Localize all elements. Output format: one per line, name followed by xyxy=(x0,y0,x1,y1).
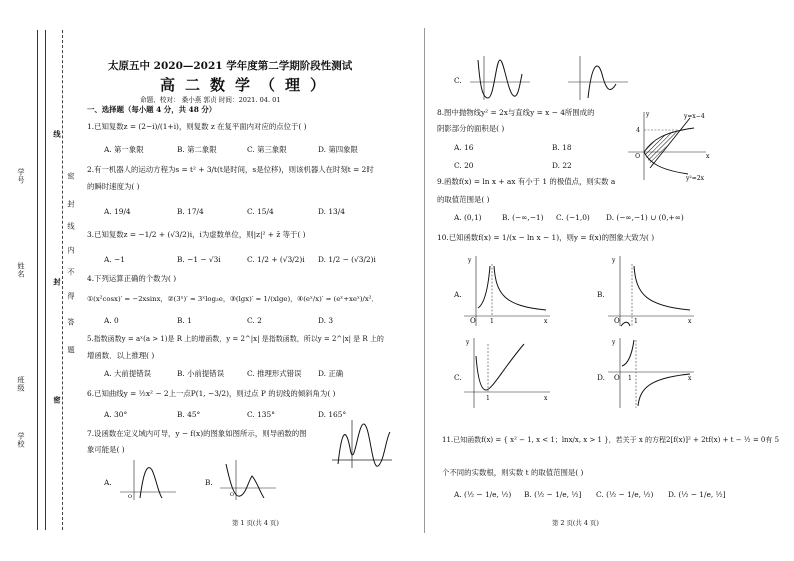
q8-y-label: y xyxy=(646,111,650,118)
q7-option-d-graph xyxy=(566,54,630,100)
q8-option-a: A. 16 xyxy=(454,143,474,152)
exam-subtitle: 高二数学（理） xyxy=(160,76,336,94)
q6-option-d: D. 165° xyxy=(318,410,347,419)
seal-word: 题 xyxy=(67,346,76,355)
q11-stem-line1: 11.已知函数f(x) = { x² − 1, x < 1；lnx/x, x > 1 }，若关于 x 的方程2[f(x)]² + 2tf(x) + t − ½ = 0有 5 xyxy=(442,436,780,444)
class-label: 班级 xyxy=(17,376,26,393)
q7-option-a-graph xyxy=(118,458,178,500)
q8-line-label: y=x−4 xyxy=(684,113,705,120)
x-label: x xyxy=(544,318,548,325)
q8-region-graph xyxy=(628,108,710,180)
q7-option-a: A. xyxy=(104,478,112,487)
page-footer-right: 第 2 页(共 4 页) xyxy=(552,519,599,527)
q7-stem-line1: 7.设函数在定义域内可导，y − f(x)的图象如图所示，则导函数的图 xyxy=(87,429,307,438)
q3-option-a: A. −1 xyxy=(104,255,125,264)
q7-option-b-graph xyxy=(218,458,278,500)
q11-option-a: A. (½ − 1/e, ½) xyxy=(454,490,512,499)
seal-word: 线 xyxy=(67,222,76,231)
q8-option-b: B. 18 xyxy=(552,143,572,152)
q11-option-d: D. (½ − 1/e, ½] xyxy=(668,490,726,499)
q10-option-a-graph xyxy=(462,254,552,326)
q3-option-b: B. −1 − √3i xyxy=(177,255,221,264)
binding-line-outer-2 xyxy=(45,30,46,530)
name-label: 姓名 xyxy=(17,262,26,279)
origin-label: O xyxy=(127,494,132,500)
q8-parabola-label: y²=2x xyxy=(686,175,705,182)
q9-option-a: A. (0,1) xyxy=(454,213,482,222)
q5-option-d: D. 正确 xyxy=(318,369,344,378)
q4-option-a: A. 0 xyxy=(104,316,119,325)
q7-option-c: C. xyxy=(454,76,462,85)
q10-option-b-graph xyxy=(606,254,696,326)
q10-option-c-graph xyxy=(462,336,552,408)
q4-option-b: B. 1 xyxy=(177,316,192,325)
exam-title: 太原五中 2020—2021 学年度第二学期阶段性测试 xyxy=(108,60,353,72)
q3-stem: 3.已知复数z = −1/2 + (√3/2)i，i为虚数单位，则|z|² + z̄ 等于( ) xyxy=(87,230,306,239)
origin-label: O xyxy=(614,374,620,382)
q2-option-c: C. 15/4 xyxy=(247,207,274,216)
q7-main-graph xyxy=(332,418,392,468)
q9-option-d: D. (−∞,−1) ∪ (0,+∞) xyxy=(606,213,684,222)
q10-stem: 10.已知函数f(x) = 1/(x − ln x − 1)，则y = f(x)的图象大致为( ) xyxy=(437,233,655,242)
page-footer-left: 第 1 页(共 4 页) xyxy=(232,519,279,527)
q2-option-d: D. 13/4 xyxy=(318,207,345,216)
q10-option-a: A. xyxy=(454,290,462,299)
q10-option-d: D. xyxy=(597,373,606,382)
q1-option-b: B. 第二象限 xyxy=(177,145,217,154)
q9-option-c: C. (−1,0) xyxy=(556,213,590,222)
binding-line-dashed xyxy=(62,30,63,530)
tick-one-label: 1 xyxy=(634,318,638,325)
q10-option-c: C. xyxy=(454,373,462,382)
tick-one-label: 1 xyxy=(486,395,490,402)
x-label: x xyxy=(688,318,692,325)
q6-option-a: A. 30° xyxy=(104,410,128,419)
seal-word: 得 xyxy=(67,292,76,301)
q4-stem: 4.下列运算正确的个数为( ) xyxy=(87,274,177,283)
tick-one-label: 1 xyxy=(628,375,632,382)
q8-origin-label: O xyxy=(635,153,640,160)
y-label: y xyxy=(468,257,472,264)
q1-stem: 1.已知复数z = (2−i)/(1+i)，则复数 z 在复平面内对应的点位于( ) xyxy=(87,122,307,131)
x-label: x xyxy=(688,375,692,382)
binding-line-outer xyxy=(37,30,38,530)
x-label: x xyxy=(544,395,548,402)
q9-option-b: B. (−∞,−1) xyxy=(502,213,544,222)
y-label: y xyxy=(612,339,616,346)
y-label: y xyxy=(612,257,616,264)
q11-option-c: C. (½ − 1/e, ½) xyxy=(596,490,654,499)
school-label: 学校 xyxy=(17,432,26,449)
seal-word: 内 xyxy=(67,246,76,255)
y-label: y xyxy=(466,339,470,346)
q11-option-b: B. (½ − 1/e, ½] xyxy=(524,490,582,499)
seal-mark: 线 xyxy=(53,130,62,139)
origin-label: O xyxy=(229,492,234,498)
tick-one-label: 1 xyxy=(490,318,494,325)
q5-option-c: C. 推理形式错误 xyxy=(247,369,302,378)
q8-option-c: C. 20 xyxy=(454,161,474,170)
q6-option-b: B. 45° xyxy=(177,410,201,419)
page-divider xyxy=(424,28,425,533)
q8-stem-line1: 8.图中抛物线y² = 2x与直线y = x − 4所围成的 xyxy=(437,108,595,117)
q6-stem: 6.已知曲线y = ½x² − 2上一点P(1, −3/2)，则过点 P 的切线的倾斜角为( ) xyxy=(87,389,336,398)
q5-option-b: B. 小前提错误 xyxy=(177,369,225,378)
seal-word: 封 xyxy=(67,200,76,209)
q8-tick-four: 4 xyxy=(636,127,640,134)
q4-option-c: C. 2 xyxy=(247,316,262,325)
q8-stem-line2: 阴影部分的面积是( ) xyxy=(437,124,505,133)
q3-option-c: C. 1/2 + (√3/2)i xyxy=(247,255,305,264)
seal-mark: 封 xyxy=(53,278,62,287)
exam-meta: 命题、校对： 桑小燕 郭贞 时间：2021. 04. 01 xyxy=(140,96,281,104)
q9-stem-line2: 的取值范围是( ) xyxy=(437,195,490,204)
q7-option-b: B. xyxy=(205,478,213,487)
q7-option-c-graph xyxy=(468,54,532,100)
student-id-label: 学号 xyxy=(17,168,26,185)
section-heading: 一、选择题（每小题 4 分，共 48 分） xyxy=(87,105,217,114)
q8-x-label: x xyxy=(706,153,710,160)
q10-option-d-graph xyxy=(606,336,696,408)
q9-stem-line1: 9.函数f(x) = ln x + ax 有小于 1 的极值点，则实数 a xyxy=(437,177,616,186)
q2-option-a: A. 19/4 xyxy=(104,207,131,216)
seal-mark: 密 xyxy=(53,396,62,405)
q4-option-d: D. 3 xyxy=(318,316,334,325)
q7-stem-line2: 象可能是( ) xyxy=(87,445,125,454)
q1-option-c: C. 第三象限 xyxy=(247,145,287,154)
q2-stem-line2: 的瞬时速度为( ) xyxy=(87,182,140,191)
seal-word: 密 xyxy=(67,172,76,181)
seal-word: 答 xyxy=(67,318,76,327)
origin-label: O xyxy=(614,317,620,325)
q5-stem-line1: 5.指数函数y = aˣ(a > 1)是 R 上的增函数，y = 2^|x| 是指数函数，所以y = 2^|x| 是 R 上的 xyxy=(87,335,384,343)
origin-label: O xyxy=(470,317,476,325)
q2-stem-line1: 2.有一机器人的运动方程为s = t² + 3/t(t是时间，s是位移)，则该机器人在时刻t = 2时 xyxy=(87,165,374,174)
q5-option-a: A. 大前提错误 xyxy=(104,369,151,378)
q6-option-c: C. 135° xyxy=(247,410,275,419)
q11-stem-line2: 个不同的实数根，则实数 t 的取值范围是( ) xyxy=(442,468,584,477)
seal-word: 不 xyxy=(67,268,76,277)
q4-items: ①(x²cosx)′ = −2xsinx，②(3ˣ)′ = 3ˣlog₃e，③(lgx)′ = 1/(xlge)，④(eˣ/x)′ = (eˣ+xeˣ)/x²． xyxy=(87,295,379,303)
q8-option-d: D. 22 xyxy=(552,161,572,170)
q1-option-a: A. 第一象限 xyxy=(104,145,144,154)
q1-option-d: D. 第四象限 xyxy=(318,145,358,154)
q2-option-b: B. 17/4 xyxy=(177,207,204,216)
q10-option-b: B. xyxy=(597,290,605,299)
q5-stem-line2: 增函数．以上推理( ) xyxy=(87,351,155,360)
q3-option-d: D. 1/2 − (√3/2)i xyxy=(318,255,376,264)
